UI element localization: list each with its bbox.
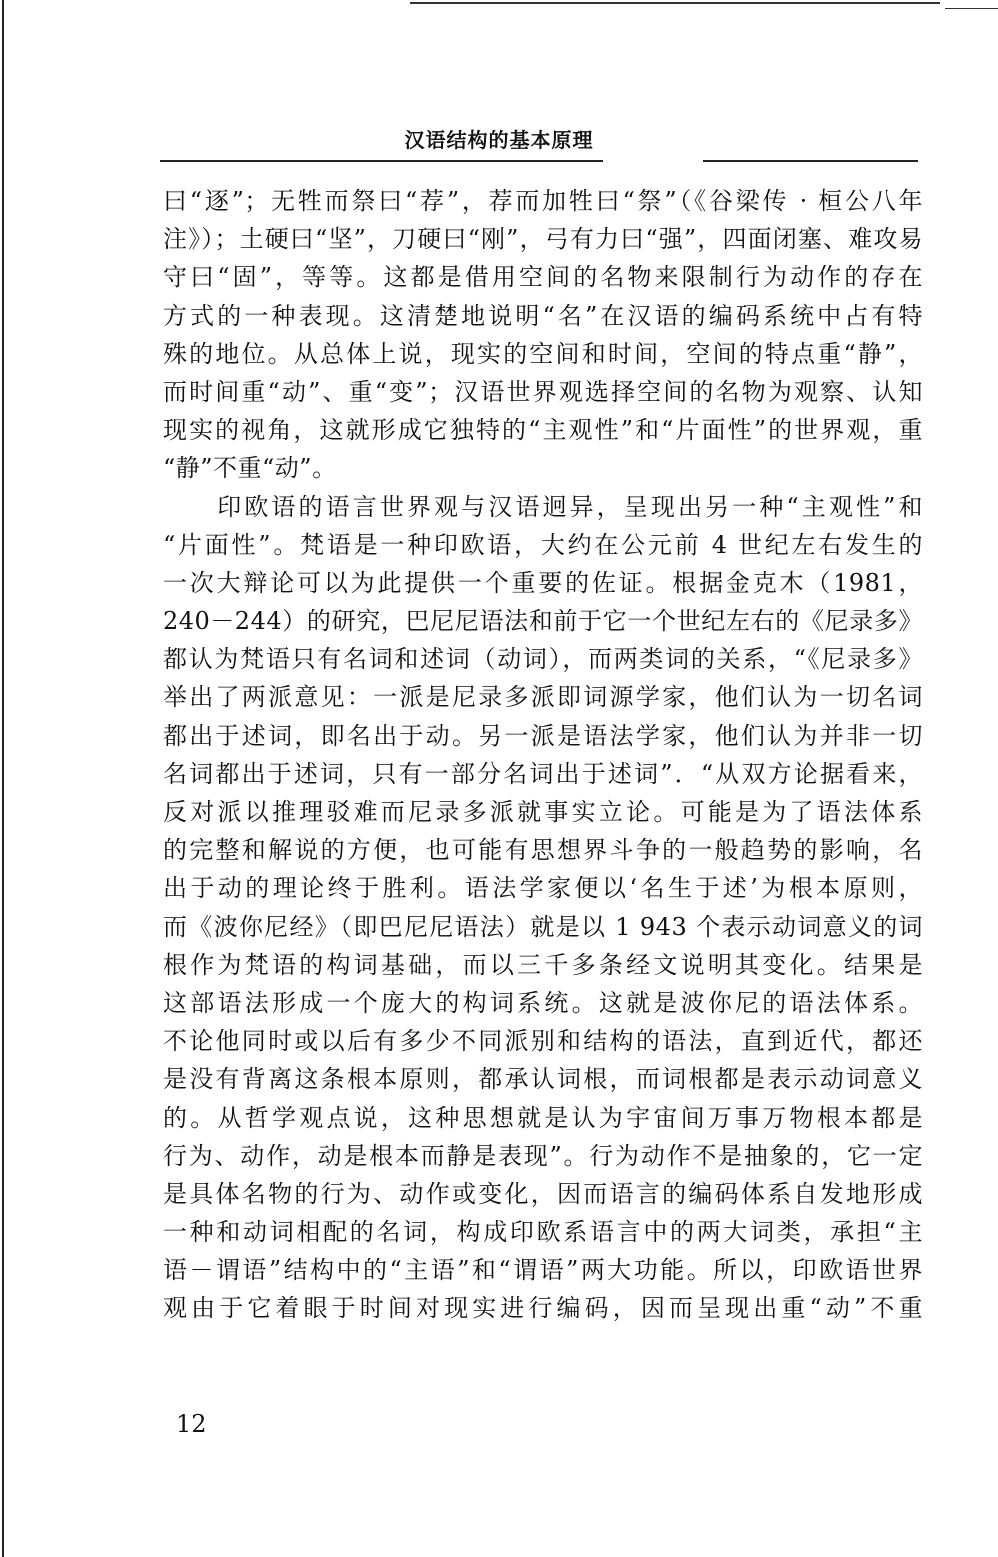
text-line: 是具体名物的行为、动作或变化，因而语言的编码体系自发地形成 — [163, 1179, 923, 1208]
text-line: 出于动的理论终于胜利。语法学家便以‘名生于述’为根本原则， — [163, 874, 923, 903]
text-line: 反对派以推理驳难而尼录多派就事实立论。可能是为了语法体系 — [163, 798, 923, 826]
text-line: 守曰“固”，等等。这都是借用空间的名物来限制行为动作的存在 — [163, 263, 923, 292]
header-rule-left — [160, 160, 603, 162]
page-number: 12 — [176, 1410, 207, 1438]
text-line: 举出了两派意见：一派是尼录多派即词源学家，他们认为一切名词 — [163, 683, 923, 712]
text-line: 一种和动词相配的名词，构成印欧系语言中的两大词类，承担“主 — [163, 1218, 923, 1247]
text-line: 注》）；土硬曰“坚”，刀硬曰“刚”，弓有力曰“强”，四面闭塞、难攻易 — [163, 225, 923, 254]
text-line: 方式的一种表现。这清楚地说明“名”在汉语的编码系统中占有特 — [163, 301, 923, 330]
text-line: 语－谓语”结构中的“主语”和“谓语”两大功能。所以，印欧语世界 — [163, 1256, 923, 1285]
text-line: 观由于它着眼于时间对现实进行编码，因而呈现出重“动”不重 — [163, 1294, 923, 1323]
top-rule — [410, 2, 940, 4]
text-line: 印欧语的语言世界观与汉语迥异，呈现出另一种“主观性”和 — [163, 492, 923, 521]
text-line: 一次大辩论可以为此提供一个重要的佐证。根据金克木（1981， — [163, 568, 923, 597]
text-line: 行为、动作，动是根本而静是表现”。行为动作不是抽象的，它一定 — [163, 1141, 923, 1170]
text-line: 不论他同时或以后有多少不同派别和结构的语法，直到近代，都还 — [163, 1027, 923, 1056]
text-line: 是没有背离这条根本原则，都承认词根，而词根都是表示动词意义 — [163, 1065, 923, 1094]
text-line: 现实的视角，这就形成它独特的“主观性”和“片面性”的世界观，重 — [163, 416, 923, 445]
text-line: 的。从哲学观点说，这种思想就是认为宇宙间万事万物根本都是 — [163, 1103, 923, 1132]
text-line: 殊的地位。从总体上说，现实的空间和时间，空间的特点重“静”， — [163, 339, 923, 368]
text-line: “片面性”。梵语是一种印欧语，大约在公元前 4 世纪左右发生的 — [163, 530, 923, 559]
text-line: 都出于述词，即名出于动。另一派是语法学家，他们认为并非一切 — [163, 721, 923, 750]
text-line: 而《波你尼经》（即巴尼尼语法）就是以 1 943 个表示动词意义的词 — [163, 912, 923, 941]
text-line: 这部语法形成一个庞大的构词系统。这就是波你尼的语法体系。 — [163, 988, 923, 1017]
running-header-title: 汉语结构的基本原理 — [404, 128, 594, 152]
text-line: 而时间重“动”、重“变”；汉语世界观选择空间的名物为观察、认知 — [163, 377, 923, 406]
text-line: 曰“逐”；无牲而祭曰“荐”，荐而加牲曰“祭”（《谷梁传 · 桓公八年 — [163, 187, 923, 215]
body-text — [163, 182, 923, 1328]
text-line: 根作为梵语的构词基础，而以三千多条经文说明其变化。结果是 — [163, 950, 923, 979]
text-line: 240－244）的研究，巴尼尼语法和前于它一个世纪左右的《尼录多》 — [163, 607, 923, 636]
text-line: 都认为梵语只有名词和述词（动词），而两类词的关系，“《尼录多》 — [163, 645, 923, 674]
text-line: 的完整和解说的方便，也可能有思想界斗争的一般趋势的影响，名 — [163, 836, 923, 865]
header-rule-right — [703, 160, 918, 162]
text-line: 名词都出于述词，只有一部分名词出于述词”．“从双方论据看来， — [163, 759, 923, 788]
text-line: “静”不重“动”。 — [163, 454, 337, 483]
page-edge — [2, 0, 4, 1557]
top-rule-right — [945, 8, 998, 9]
